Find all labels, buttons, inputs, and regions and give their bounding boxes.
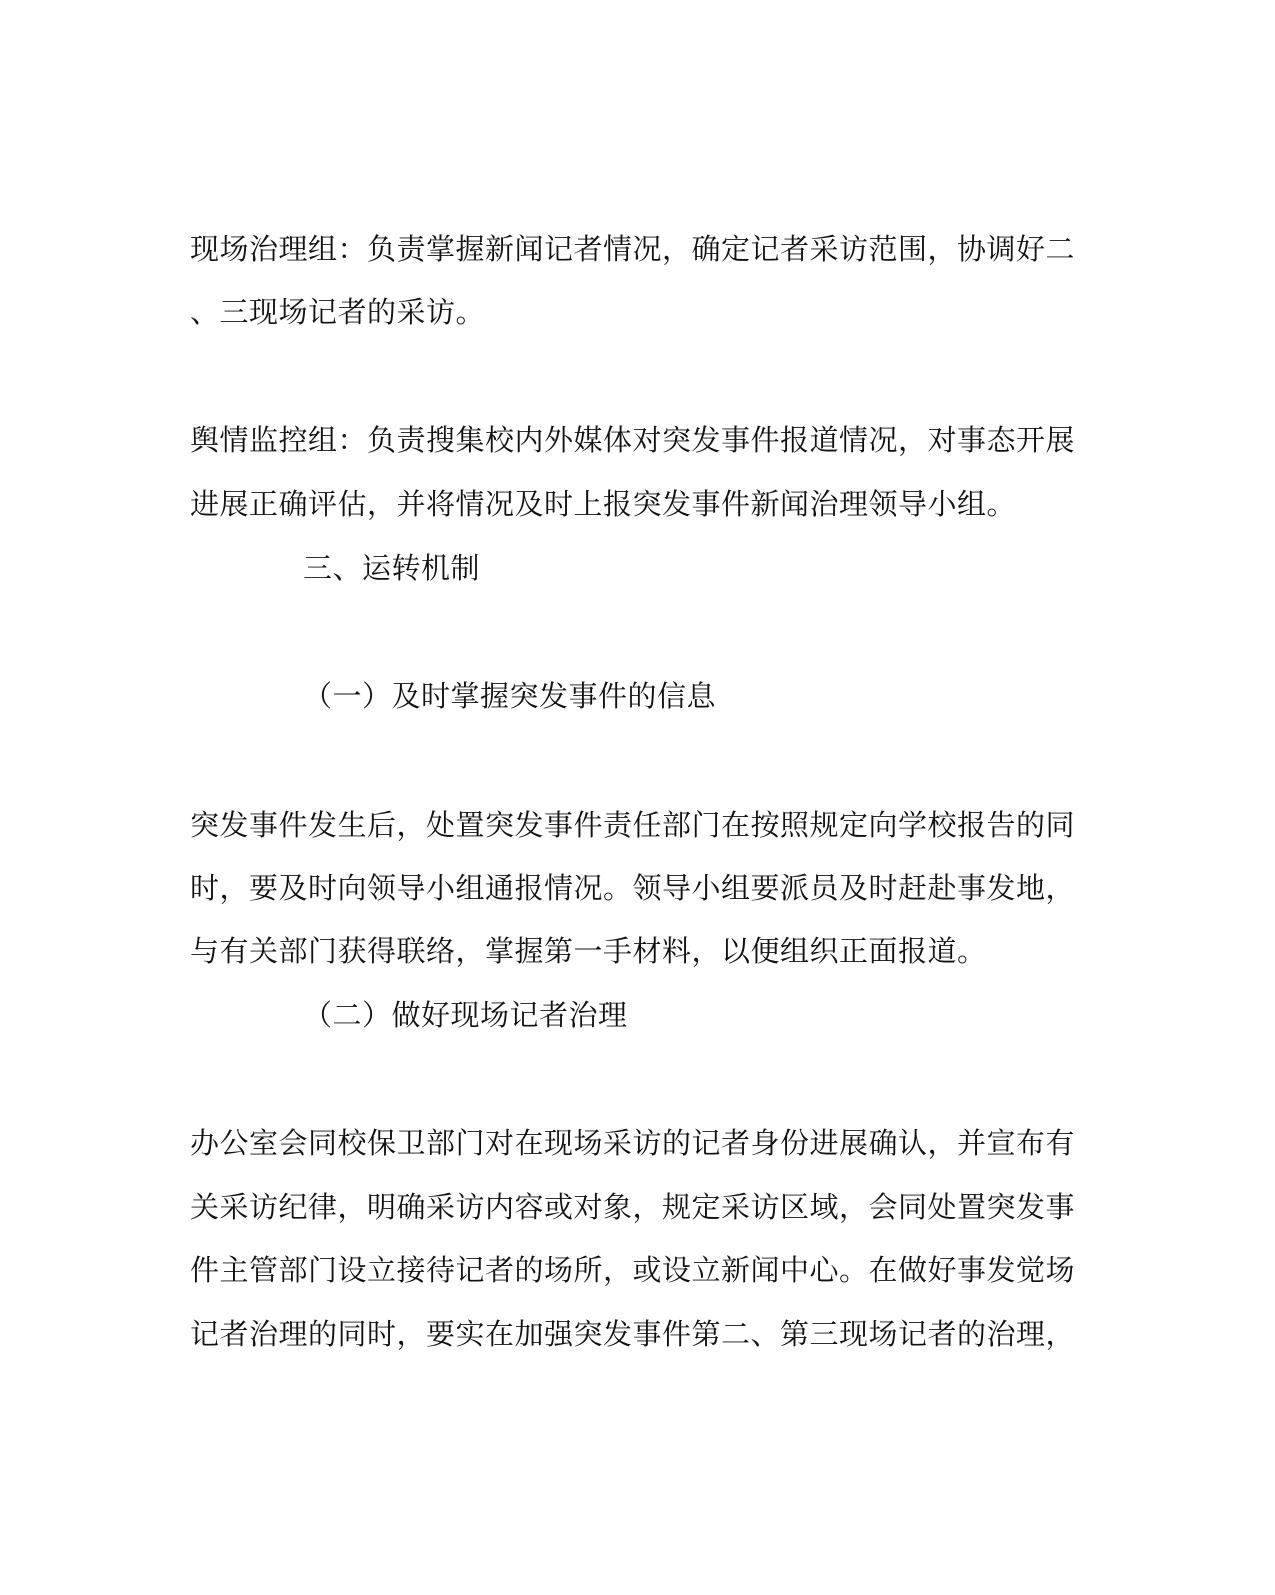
paragraph-line: 记者治理的同时，要实在加强突发事件第二、第三现场记者的治理， xyxy=(190,1317,1076,1351)
paragraph-line: 件主管部门设立接待记者的场所，或设立新闻中心。在做好事发觉场 xyxy=(190,1253,1076,1287)
paragraph-line: 办公室会同校保卫部门对在现场采访的记者身份进展确认，并宣布有 xyxy=(190,1126,1076,1160)
paragraph-line: 舆情监控组：负责搜集校内外媒体对突发事件报道情况，对事态开展 xyxy=(190,423,1076,457)
subsection-heading: （二）做好现场记者治理 xyxy=(303,998,628,1032)
paragraph-line: 关采访纪律，明确采访内容或对象，规定采访区域，会同处置突发事 xyxy=(190,1190,1076,1224)
paragraph-line: 现场治理组：负责掌握新闻记者情况，确定记者采访范围，协调好二 xyxy=(190,232,1076,266)
paragraph-line: 、三现场记者的采访。 xyxy=(190,295,486,329)
subsection-heading: （一）及时掌握突发事件的信息 xyxy=(303,679,717,713)
paragraph-line: 与有关部门获得联络，掌握第一手材料，以便组织正面报道。 xyxy=(190,934,987,968)
paragraph-line: 突发事件发生后，处置突发事件责任部门在按照规定向学校报告的同 xyxy=(190,808,1076,842)
paragraph-line: 时，要及时向领导小组通报情况。领导小组要派员及时赶赴事发地， xyxy=(190,871,1076,905)
section-heading: 三、运转机制 xyxy=(303,551,481,585)
paragraph-line: 进展正确评估，并将情况及时上报突发事件新闻治理领导小组。 xyxy=(190,487,1017,521)
